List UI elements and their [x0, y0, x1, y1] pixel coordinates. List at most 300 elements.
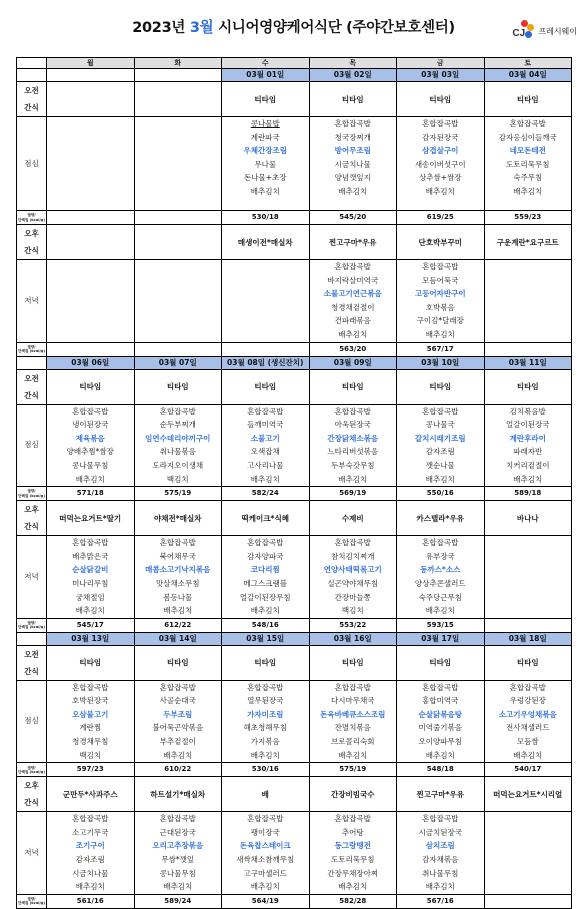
- pm-snack-row: [17, 777, 572, 812]
- menu-item: 삼치조림: [425, 841, 455, 851]
- date-row: [17, 69, 572, 82]
- dinner-cell: [47, 536, 135, 619]
- menu-item: 다시마무채국: [331, 696, 375, 706]
- kcal-cell: 619/25: [397, 211, 485, 225]
- menu-item: 북어채무국: [159, 551, 196, 561]
- lunch-kcal-row: [17, 763, 572, 777]
- date-cell: 03월 13일: [47, 632, 135, 645]
- menu-item: 미역줄기볶음: [418, 723, 462, 733]
- cj-logo-icon: CJ: [509, 20, 535, 42]
- lunch-cell: [309, 404, 397, 487]
- menu-item: 느타리버섯볶음: [327, 447, 379, 457]
- am-snack-cell: 티타임: [134, 645, 222, 680]
- menu-item: 임연수데리야끼구이: [145, 433, 211, 443]
- menu-item: 간장마늘쫑: [334, 592, 371, 602]
- date-cell: 03월 10일: [397, 356, 485, 369]
- menu-item: 팽이장국: [250, 827, 280, 837]
- pm-snack-label: 오후 간식: [17, 225, 47, 260]
- weekday-2: 수: [222, 58, 310, 69]
- kcal-cell: [134, 342, 222, 356]
- am-snack-cell: 티타임: [309, 645, 397, 680]
- date-row-label: [17, 632, 47, 645]
- menu-item: 메그스크램블: [243, 578, 287, 588]
- date-cell: 03월 11일: [484, 356, 572, 369]
- date-cell: 03월 01일: [222, 69, 310, 82]
- am-snack-cell: 티타임: [484, 645, 572, 680]
- pm-snack-cell: 떠먹는요거트*딸기: [47, 501, 135, 536]
- dinner-cell: [397, 260, 485, 343]
- menu-item: 혼합잡곡밥: [334, 538, 371, 548]
- menu-item: 배추김치: [75, 882, 105, 892]
- menu-item: 혼합잡곡밥: [159, 682, 196, 692]
- menu-item: 순살닭볶음탕: [418, 709, 462, 719]
- menu-item: 돈육바베큐소스조림: [320, 709, 386, 719]
- kcal-cell: 550/16: [397, 487, 485, 501]
- kcal-cell: [222, 342, 310, 356]
- empty-date-cell: [47, 69, 135, 82]
- menu-item: 혼합잡곡밥: [334, 262, 371, 271]
- menu-item: 시금치된장국: [418, 827, 462, 837]
- dinner-cell: [397, 536, 485, 619]
- menu-item: 배추김치: [250, 750, 280, 760]
- menu-item: 구이김*달래장: [416, 316, 464, 326]
- menu-item: 모듬어묵국: [422, 275, 459, 285]
- lunch-cell: [484, 680, 572, 763]
- dinner-row: [17, 536, 572, 619]
- menu-item: 청경채겉절이: [331, 302, 375, 312]
- am-snack-row: [17, 369, 572, 404]
- date-cell: 03월 16일: [309, 632, 397, 645]
- menu-item: 백김치: [79, 750, 102, 760]
- menu-item: 배추김치: [75, 606, 105, 616]
- menu-item: 감자된장국: [422, 132, 459, 142]
- dinner-cell: [134, 536, 222, 619]
- date-cell: 03월 04일: [484, 69, 572, 82]
- weekday-0: 월: [47, 58, 135, 69]
- menu-item: 배추김치: [163, 750, 193, 760]
- menu-item: 깻순나물: [425, 460, 455, 470]
- menu-item: 유부장국: [425, 551, 455, 561]
- menu-item: 도토리묵무침: [331, 855, 375, 865]
- header: [0, 0, 587, 56]
- menu-item: 혼합잡곡밥: [72, 814, 109, 824]
- menu-item: 모듬쌈: [516, 737, 539, 747]
- menu-item: 혼합잡곡밥: [159, 538, 196, 548]
- menu-item: 시금치나물: [72, 868, 109, 878]
- menu-item: 추어탕: [341, 827, 364, 837]
- menu-item: 오색잡채: [250, 447, 280, 457]
- am-snack-cell: 티타임: [222, 369, 310, 404]
- menu-item: 배추김치: [425, 186, 455, 196]
- menu-item: 혼합잡곡밥: [422, 119, 459, 128]
- menu-item: 백김치: [166, 474, 189, 484]
- menu-item: 돈육찹스테이크: [239, 841, 291, 851]
- pm-snack-row: [17, 501, 572, 536]
- lunch-row: [17, 680, 572, 763]
- menu-item: 불어묵곤약볶음: [152, 723, 204, 733]
- menu-item: 고등어자반구이: [414, 289, 466, 299]
- menu-item: 파래자반: [513, 447, 543, 457]
- menu-item: 삼겹살구이: [422, 146, 459, 156]
- dinner-cell: [134, 812, 222, 895]
- menu-item: 두부숙갓무침: [331, 460, 375, 470]
- am-snack-cell: 티타임: [309, 369, 397, 404]
- page-title: 2023년 3월 시니어영양케어식단 (주야간보호센터): [132, 20, 455, 36]
- menu-item: 혼합잡곡밥: [72, 538, 109, 548]
- dinner-label: 저녁: [17, 536, 47, 619]
- date-cell: 03월 07일: [134, 356, 222, 369]
- menu-item: 혼합잡곡밥: [159, 814, 196, 824]
- menu-item: 배추김치: [425, 606, 455, 616]
- menu-item: 콩나물무침: [159, 868, 196, 878]
- kcal-cell: 610/22: [134, 763, 222, 777]
- dinner-kcal-row: [17, 342, 572, 356]
- menu-item: 양상추콘샐러드: [414, 578, 466, 588]
- menu-item: 계란찜: [79, 723, 102, 733]
- kcal-cell: [484, 342, 572, 356]
- kcal-cell: 548/18: [397, 763, 485, 777]
- menu-item: 호박볶음: [425, 302, 455, 312]
- menu-item: 배추김치: [250, 882, 280, 892]
- dinner-label: 저녁: [17, 260, 47, 343]
- menu-item: 혼합잡곡밥: [334, 406, 371, 416]
- empty-date-cell: [134, 69, 222, 82]
- menu-item: 순두부찌개: [159, 420, 196, 430]
- kcal-cell: 589/18: [484, 487, 572, 501]
- menu-item: 해초청해무침: [243, 723, 287, 733]
- menu-item: 돈나물+초장: [243, 173, 287, 183]
- menu-item: 열무된장국: [247, 696, 284, 706]
- menu-item: 고구마샐러드: [243, 868, 287, 878]
- kcal-cell: 545/20: [309, 211, 397, 225]
- date-cell: 03월 08일 (생신잔치): [222, 356, 310, 369]
- menu-item: 혼합잡곡밥: [422, 814, 459, 824]
- menu-item: 들깨미역국: [247, 420, 284, 430]
- menu-item: 배추김치: [250, 606, 280, 616]
- menu-item: 청국장찌개: [334, 132, 371, 142]
- menu-item: 배추김치: [338, 474, 368, 484]
- menu-item: 혼합잡곡밥: [509, 682, 546, 692]
- kcal-cell: 575/19: [134, 487, 222, 501]
- pm-snack-cell: 떠먹는요거트*시리얼: [484, 777, 572, 812]
- menu-item: 맛살채소무침: [156, 578, 200, 588]
- menu-item: 치커리겉절이: [506, 460, 550, 470]
- pm-snack-cell: 바나나: [484, 501, 572, 536]
- brand-logo: [509, 20, 577, 42]
- menu-item: 오이양파무침: [418, 737, 462, 747]
- am-snack-cell: 티타임: [484, 82, 572, 117]
- menu-item: 콩나물국: [425, 420, 455, 430]
- pm-snack-cell: 배: [222, 777, 310, 812]
- lunch-label: 점심: [17, 117, 47, 211]
- am-snack-cell: 티타임: [397, 645, 485, 680]
- dinner-kcal-row: [17, 894, 572, 908]
- pm-snack-cell: 군만두*사과주스: [47, 777, 135, 812]
- pm-snack-cell: 야채전*매실차: [134, 501, 222, 536]
- menu-item: 전사채샐러드: [506, 723, 550, 733]
- weekday-1: 화: [134, 58, 222, 69]
- lunch-cell: [47, 117, 135, 211]
- menu-item: 우체간장조림: [243, 146, 287, 156]
- menu-item: 조기구이: [75, 841, 105, 851]
- dinner-cell: [484, 812, 572, 895]
- pm-snack-cell: 카스텔라*우유: [397, 501, 485, 536]
- menu-item: 건파래볶음: [334, 316, 371, 326]
- lunch-cell: [484, 404, 572, 487]
- date-row-label: [17, 69, 47, 82]
- menu-item: 무나물: [254, 159, 277, 169]
- kcal-cell: [484, 894, 572, 908]
- kcal-cell: 589/24: [134, 894, 222, 908]
- lunch-cell: [47, 680, 135, 763]
- dinner-cell: [484, 260, 572, 343]
- menu-item: 배추김치: [425, 474, 455, 484]
- dinner-cell: [309, 260, 397, 343]
- am-snack-cell: 티타임: [397, 82, 485, 117]
- menu-item: 우렁강된장: [509, 696, 546, 706]
- menu-item: 홍합미역국: [422, 696, 459, 706]
- pm-snack-row: [17, 225, 572, 260]
- pm-snack-cell: 구운계란*요구르트: [484, 225, 572, 260]
- pm-snack-label: 오후 간식: [17, 777, 47, 812]
- dinner-cell: [309, 536, 397, 619]
- menu-item: 감자조림: [425, 447, 455, 457]
- date-cell: 03월 18일: [484, 632, 572, 645]
- kcal-cell: [47, 211, 135, 225]
- kcal-cell: 540/17: [484, 763, 572, 777]
- am-snack-cell: 티타임: [134, 369, 222, 404]
- lunch-cell: [309, 680, 397, 763]
- menu-item: 혼합잡곡밥: [247, 682, 284, 692]
- menu-item: 배추맑은국: [72, 551, 109, 561]
- kcal-cell: 553/22: [309, 618, 397, 632]
- weekday-5: 토: [484, 58, 572, 69]
- menu-item: 감자채볶음: [422, 855, 459, 865]
- lunch-cell: [309, 117, 397, 211]
- date-row: [17, 632, 572, 645]
- dinner-cell: [47, 260, 135, 343]
- am-snack-cell: 티타임: [222, 645, 310, 680]
- menu-item: 소고기무국: [72, 827, 109, 837]
- kcal-cell: 548/16: [222, 618, 310, 632]
- kcal-cell: 564/19: [222, 894, 310, 908]
- dinner-row: [17, 260, 572, 343]
- date-cell: 03월 02일: [309, 69, 397, 82]
- menu-item: 혼합잡곡밥: [247, 814, 284, 824]
- pm-snack-cell: 떡케이크*식혜: [222, 501, 310, 536]
- pm-snack-cell: 찐고구마*우유: [309, 225, 397, 260]
- menu-item: 배추김치: [425, 329, 455, 339]
- kcal-cell: 582/24: [222, 487, 310, 501]
- date-row: [17, 356, 572, 369]
- menu-item: 혼합잡곡밥: [334, 682, 371, 692]
- dinner-cell: [134, 260, 222, 343]
- menu-item: 도토리묵무침: [506, 159, 550, 169]
- menu-item: 콩나물밥: [250, 119, 280, 128]
- kcal-cell: 561/16: [47, 894, 135, 908]
- menu-item: 백김치: [341, 606, 364, 616]
- am-snack-row: [17, 645, 572, 680]
- menu-item: 계란후라이: [509, 433, 546, 443]
- lunch-cell: [397, 404, 485, 487]
- lunch-row: [17, 404, 572, 487]
- menu-item: 오리고추장볶음: [152, 841, 204, 851]
- lunch-label: 점심: [17, 680, 47, 763]
- lunch-row: [17, 117, 572, 211]
- menu-item: 냉이된장국: [72, 420, 109, 430]
- menu-item: 호박된장국: [72, 696, 109, 706]
- menu-item: 오삼불고기: [72, 709, 109, 719]
- dinner-cell: [222, 812, 310, 895]
- brand-name: 프레시웨이: [538, 26, 577, 36]
- pm-snack-cell: 수제비: [309, 501, 397, 536]
- date-cell: 03월 09일: [309, 356, 397, 369]
- menu-item: 근대된장국: [159, 827, 196, 837]
- menu-item: 배추김치: [513, 186, 543, 196]
- am-snack-label: 오전 간식: [17, 369, 47, 404]
- menu-item: 배추김치: [75, 474, 105, 484]
- am-snack-cell: 티타임: [47, 645, 135, 680]
- dinner-kcal-row: [17, 618, 572, 632]
- menu-item: 혼합잡곡밥: [422, 406, 459, 416]
- menu-item: 혼합잡곡밥: [422, 262, 459, 271]
- lunch-cell: [397, 680, 485, 763]
- menu-item: 소불고기연근볶음: [323, 289, 382, 299]
- menu-item: 매콤소고기낙지볶음: [145, 565, 211, 575]
- menu-item: 배추김치: [250, 474, 280, 484]
- lunch-kcal-row: [17, 487, 572, 501]
- lunch-cell: [222, 117, 310, 211]
- lunch-kcal-row: [17, 211, 572, 225]
- menu-item: 혼합잡곡밥: [247, 538, 284, 548]
- menu-item: 간장닭채소볶음: [327, 433, 379, 443]
- date-row-label: [17, 356, 47, 369]
- weekday-row: [17, 58, 572, 69]
- menu-item: 배추김치: [513, 474, 543, 484]
- kcal-cell: 612/22: [134, 618, 222, 632]
- menu-item: 도라지오이생채: [152, 460, 204, 470]
- menu-item: 미나리무침: [72, 578, 109, 588]
- menu-item: 새싹채소참깨무침: [236, 855, 295, 865]
- am-snack-cell: 티타임: [397, 369, 485, 404]
- menu-item: 배추김치: [338, 750, 368, 760]
- pm-snack-cell: 단호박부꾸미: [397, 225, 485, 260]
- kcal-cell: [134, 211, 222, 225]
- menu-item: 부추겉절이: [159, 737, 196, 747]
- dinner-cell: [309, 812, 397, 895]
- menu-item: 참치김치찌개: [331, 551, 375, 561]
- kcal-cell: 582/28: [309, 894, 397, 908]
- dinner-cell: [484, 536, 572, 619]
- kcal-label: 열량/ 단백질 (kcal/g): [17, 211, 47, 225]
- am-snack-cell: 티타임: [47, 369, 135, 404]
- menu-item: 고사리나물: [247, 460, 284, 470]
- lunch-cell: [134, 117, 222, 211]
- menu-item: 상추쌈+쌈장: [418, 173, 462, 183]
- pm-snack-cell: [47, 225, 135, 260]
- menu-item: 가자미조림: [247, 709, 284, 719]
- am-snack-row: [17, 82, 572, 117]
- menu-item: 간장무채장아찌: [327, 868, 379, 878]
- dinner-label: 저녁: [17, 812, 47, 895]
- menu-item: 새송이버섯구이: [414, 159, 466, 169]
- lunch-label: 점심: [17, 404, 47, 487]
- date-cell: 03월 15일: [222, 632, 310, 645]
- menu-item: 감자조림: [75, 855, 105, 865]
- lunch-cell: [222, 404, 310, 487]
- pm-snack-cell: 간장비빔국수: [309, 777, 397, 812]
- menu-item: 혼합잡곡밥: [422, 538, 459, 548]
- menu-item: 혼합잡곡밥: [72, 682, 109, 692]
- menu-item: 실곤약야채무침: [327, 578, 379, 588]
- menu-item: 시금치나물: [334, 159, 371, 169]
- lunch-cell: [222, 680, 310, 763]
- menu-item: 취나물볶음: [159, 447, 196, 457]
- menu-item: 배추김치: [425, 882, 455, 892]
- menu-item: 김치볶음밥: [509, 406, 546, 416]
- kcal-cell: [47, 342, 135, 356]
- dinner-cell: [222, 536, 310, 619]
- kcal-cell: 563/20: [309, 342, 397, 356]
- kcal-cell: 530/18: [222, 211, 310, 225]
- pm-snack-label: 오후 간식: [17, 501, 47, 536]
- am-snack-cell: 티타임: [309, 82, 397, 117]
- kcal-cell: 575/19: [309, 763, 397, 777]
- am-snack-label: 오전 간식: [17, 82, 47, 117]
- menu-item: 연양사태떡볶고기: [323, 565, 382, 575]
- kcal-cell: 567/17: [397, 342, 485, 356]
- weekday-3: 목: [309, 58, 397, 69]
- lunch-cell: [134, 680, 222, 763]
- corner-cell: [17, 58, 47, 69]
- menu-item: 봄동나물: [163, 592, 193, 602]
- menu-item: 계란파국: [250, 132, 280, 142]
- pm-snack-cell: 찐고구마*우유: [397, 777, 485, 812]
- kcal-cell: 530/16: [222, 763, 310, 777]
- menu-item: 배추김치: [338, 329, 368, 339]
- menu-item: 얼갈이된장무침: [239, 592, 291, 602]
- menu-item: 배추김치: [338, 186, 368, 196]
- menu-item: 혼합잡곡밥: [334, 814, 371, 824]
- menu-item: 혼합잡곡밥: [509, 119, 546, 128]
- lunch-cell: [134, 404, 222, 487]
- am-snack-cell: 티타임: [222, 82, 310, 117]
- kcal-cell: 571/18: [47, 487, 135, 501]
- menu-item: 동까스*소스: [420, 565, 461, 575]
- menu-item: 양배추찜*쌈장: [66, 447, 114, 457]
- am-snack-cell: 티타임: [484, 369, 572, 404]
- menu-item: 아욱된장국: [334, 420, 371, 430]
- menu-item: 잔멸치볶음: [334, 723, 371, 733]
- menu-item: 혼합잡곡밥: [334, 119, 371, 128]
- dinner-row: [17, 812, 572, 895]
- menu-item: 순살닭갈비: [72, 565, 109, 575]
- menu-item: 감자양파국: [247, 551, 284, 561]
- kcal-cell: 567/16: [397, 894, 485, 908]
- menu-item: 소불고기: [250, 433, 280, 443]
- pm-snack-cell: 매생이전*매실차: [222, 225, 310, 260]
- menu-item: 양념깻잎지: [334, 173, 371, 183]
- dinner-cell: [397, 812, 485, 895]
- menu-item: 무쌈*깻잎: [161, 855, 195, 865]
- kcal-cell: 545/17: [47, 618, 135, 632]
- am-snack-label: 오전 간식: [17, 645, 47, 680]
- kcal-label: 열량/ 단백질 (kcal/g): [17, 487, 47, 501]
- menu-item: 갈치시래기조림: [414, 433, 466, 443]
- kcal-cell: [484, 618, 572, 632]
- pm-snack-cell: [134, 225, 222, 260]
- menu-item: 배추김치: [163, 606, 193, 616]
